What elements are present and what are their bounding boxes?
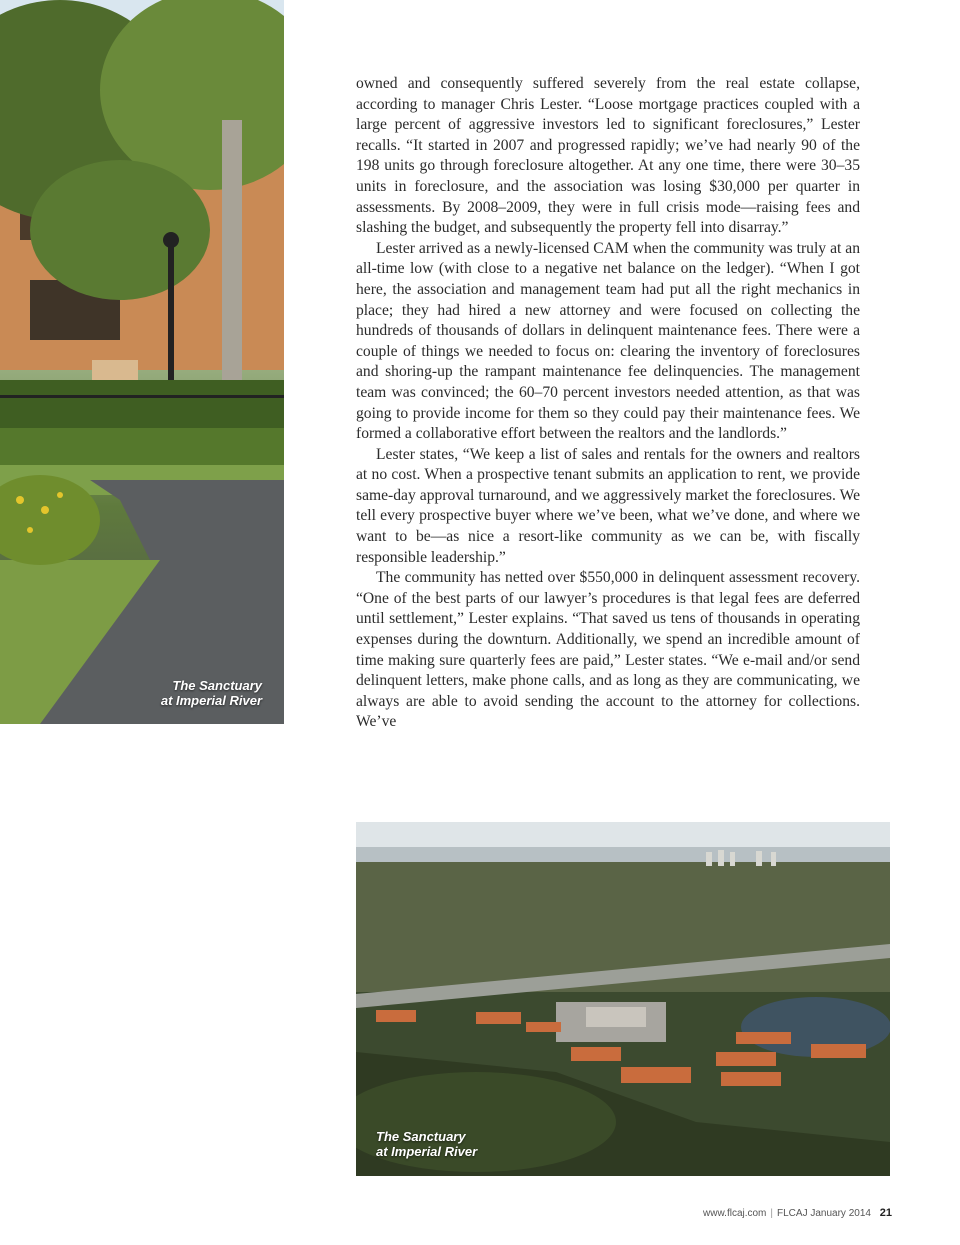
article-paragraph: owned and consequently suffered severely from the real estate collapse, according to manager Chris Lester. “Loose mortgage practices coupled with a large percent of aggressive investors led to significant foreclosures,” Lester recalls. “It started in 2007 and progressed rapidly; we’ve had nearly 90 of the 198 units go through foreclosure altogether. At any one time, there were 30–35 units in foreclosure, and the association was losing $30,000 per quarter in assessments. By 2008–2009, they were in full crisis mode—raising fees and slashing the budget, and subsequently the property fell into disarray.” <box>356 75 860 237</box>
caption-line: at Imperial River <box>160 693 262 708</box>
footer-publication: FLCAJ <box>777 1208 808 1219</box>
article-paragraph: Lester arrived as a newly-licensed CAM when the community was truly at an all-time low (with close to a negative net balance on the ledger). “When I got here, the association and management team had put all the right mechanics in place; they had hired a new attorney and were focused on collecting the hundreds of thousands of dollars in delinquent maintenance fees. There were a couple of things we needed to focus on: clearing the inventory of foreclosures and shoring-up the rampant maintenance fee delinquencies. The management team was convinced; the 60–70 percent investors needed attention, as that was going to provide income for them so they could pay their maintenance fees. We formed a collaborative effort between the realtors and the landlords.” <box>356 239 860 443</box>
entrance-photo-caption <box>161 678 262 708</box>
footer-separator: | <box>770 1208 774 1219</box>
aerial-photo <box>356 822 890 1176</box>
article-paragraph: The community has netted over $550,000 in delinquent assessment recovery. “One of the best parts of our lawyer’s procedures is that legal fees are deferred until settlement,” Lester explains. “That saved us tens of thousands in operating expenses during the downturn. Additionally, we spend an incredible amount of time making sure quarterly fees are paid,” Lester states. “We e-mail and/or send delinquent letters, make phone calls, and as long as they are communicating, we always are able to avoid sending the account to the attorney for collections. We’ve <box>356 569 860 731</box>
page-footer <box>703 1207 892 1219</box>
page-number: 21 <box>879 1207 892 1219</box>
article-paragraph: Lester states, “We keep a list of sales and rentals for the owners and realtors at no cost. When a prospective tenant submits an application to rent, we provide same-day approval turnaround, and we aggressively market the foreclosures. We tell every prospective buyer where we’ve been, what we’ve done, and where we want to be—as nice a resort-like community as we can be, with fiscally responsible leadership.” <box>356 445 860 566</box>
footer-website: www.flcaj.com <box>703 1208 767 1219</box>
footer-issue: January 2014 <box>810 1208 871 1219</box>
entrance-photo <box>0 0 284 724</box>
aerial-photo-caption <box>376 1129 477 1159</box>
article-body <box>356 74 860 733</box>
caption-line: at Imperial River <box>376 1144 478 1159</box>
aerial-photo-art <box>356 822 890 1176</box>
caption-line: The Sanctuary <box>376 1129 466 1144</box>
caption-line: The Sanctuary <box>172 678 262 693</box>
entrance-photo-art <box>0 0 284 724</box>
